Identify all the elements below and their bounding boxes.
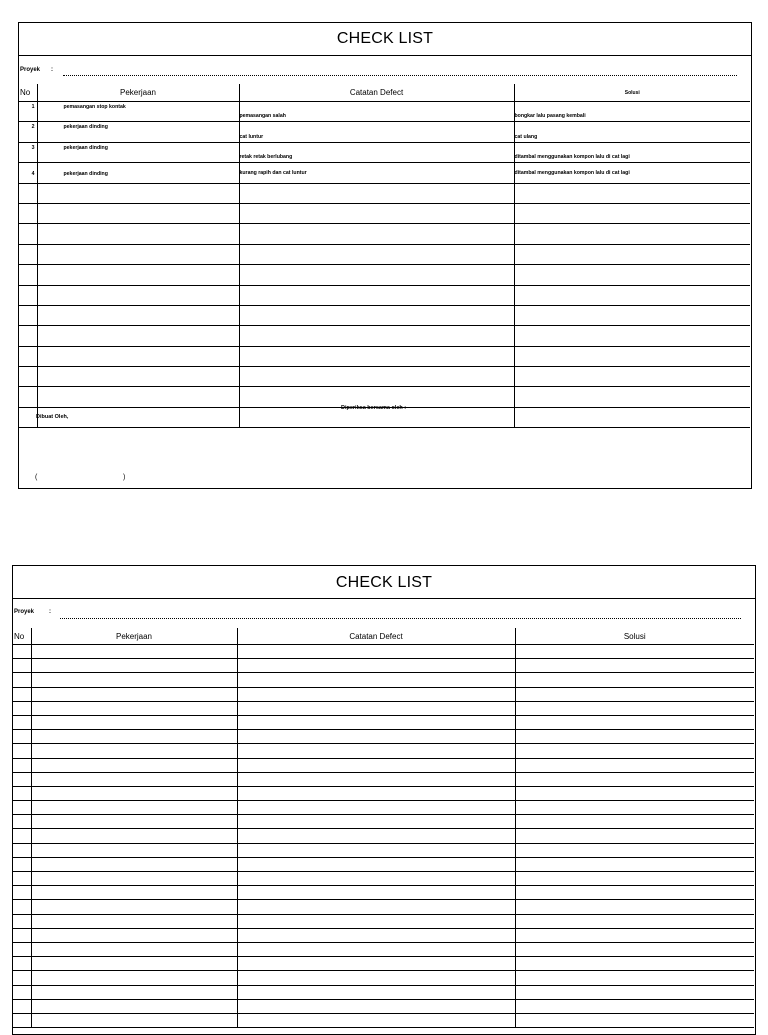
row-no <box>19 326 37 346</box>
row-catatan[interactable] <box>239 305 514 325</box>
header-pekerjaan: Pekerjaan <box>37 84 239 102</box>
table-row-empty <box>19 224 750 244</box>
row-catatan[interactable]: retak retak berlubang <box>239 142 514 162</box>
row-solusi[interactable] <box>515 985 754 999</box>
row-catatan[interactable] <box>237 715 515 729</box>
row-catatan[interactable] <box>237 772 515 786</box>
row-solusi[interactable] <box>515 971 754 985</box>
row-pekerjaan[interactable] <box>31 715 237 729</box>
row-solusi[interactable]: cat ulang <box>514 122 750 142</box>
table-row-empty <box>13 715 754 729</box>
row-no <box>13 730 31 744</box>
row-pekerjaan[interactable] <box>31 701 237 715</box>
row-pekerjaan[interactable] <box>31 843 237 857</box>
row-pekerjaan[interactable] <box>31 744 237 758</box>
row-catatan[interactable] <box>237 829 515 843</box>
row-pekerjaan[interactable] <box>37 224 239 244</box>
row-catatan[interactable] <box>237 957 515 971</box>
row-solusi[interactable] <box>515 673 754 687</box>
row-no: 2 <box>19 122 37 142</box>
row-solusi[interactable] <box>515 815 754 829</box>
row-solusi[interactable] <box>514 224 750 244</box>
row-solusi[interactable] <box>515 772 754 786</box>
header-solusi: Solusi <box>514 84 750 102</box>
row-pekerjaan[interactable] <box>37 326 239 346</box>
row-no <box>19 346 37 366</box>
row-no <box>13 715 31 729</box>
row-no <box>13 687 31 701</box>
row-no: 3 <box>19 142 37 162</box>
row-solusi[interactable] <box>514 407 750 427</box>
row-pekerjaan[interactable] <box>31 659 237 673</box>
row-pekerjaan[interactable] <box>31 985 237 999</box>
table-row-empty <box>13 1013 754 1027</box>
row-no <box>13 886 31 900</box>
row-solusi[interactable] <box>515 942 754 956</box>
row-solusi[interactable] <box>514 326 750 346</box>
row-catatan[interactable] <box>237 673 515 687</box>
row-no <box>13 872 31 886</box>
row-pekerjaan[interactable] <box>37 305 239 325</box>
row-no <box>13 829 31 843</box>
table-row-empty <box>13 886 754 900</box>
row-pekerjaan[interactable] <box>31 758 237 772</box>
table-row-empty <box>13 673 754 687</box>
row-catatan[interactable] <box>237 843 515 857</box>
row-catatan[interactable] <box>237 701 515 715</box>
row-solusi[interactable] <box>515 857 754 871</box>
row-catatan[interactable] <box>239 224 514 244</box>
proyek-label: Proyek <box>20 67 41 73</box>
defect-table <box>19 84 750 428</box>
table-row-empty <box>13 900 754 914</box>
row-pekerjaan[interactable] <box>31 786 237 800</box>
row-solusi[interactable] <box>514 367 750 387</box>
row-solusi[interactable] <box>515 957 754 971</box>
row-solusi[interactable] <box>515 730 754 744</box>
title-divider <box>13 598 755 599</box>
row-pekerjaan[interactable] <box>31 971 237 985</box>
row-solusi[interactable] <box>515 928 754 942</box>
header-no: No <box>13 628 31 645</box>
row-pekerjaan[interactable] <box>37 387 239 407</box>
row-pekerjaan[interactable] <box>37 346 239 366</box>
row-no <box>13 985 31 999</box>
table-row-empty <box>13 999 754 1013</box>
row-pekerjaan[interactable] <box>31 687 237 701</box>
title-divider <box>19 55 751 56</box>
table-row-empty <box>13 985 754 999</box>
row-pekerjaan[interactable] <box>37 367 239 387</box>
row-no <box>13 815 31 829</box>
table-row-empty <box>19 305 750 325</box>
row-catatan[interactable]: pemasangan salah <box>239 102 514 122</box>
checklist-sheet-filled <box>18 22 752 489</box>
table-row <box>19 102 750 122</box>
table-row-empty <box>13 744 754 758</box>
signature-paren-close: ) <box>123 474 126 481</box>
row-no <box>19 203 37 223</box>
header-catatan-defect: Catatan Defect <box>237 628 515 645</box>
table-row-empty <box>19 265 750 285</box>
row-solusi[interactable] <box>515 1013 754 1027</box>
table-row-empty <box>13 701 754 715</box>
proyek-colon: : <box>49 609 51 615</box>
row-no <box>13 999 31 1013</box>
table-row-empty <box>13 942 754 956</box>
row-solusi[interactable] <box>515 701 754 715</box>
header-pekerjaan: Pekerjaan <box>31 628 237 645</box>
row-catatan[interactable]: cat luntur <box>239 122 514 142</box>
table-row-empty <box>13 843 754 857</box>
row-catatan[interactable] <box>239 203 514 223</box>
row-no <box>19 367 37 387</box>
row-no <box>19 265 37 285</box>
row-pekerjaan[interactable] <box>31 772 237 786</box>
table-row-empty <box>13 971 754 985</box>
row-catatan[interactable] <box>237 985 515 999</box>
row-solusi[interactable] <box>514 244 750 264</box>
row-no <box>13 772 31 786</box>
sheet-title: CHECK LIST <box>336 30 434 47</box>
row-catatan[interactable] <box>239 367 514 387</box>
header-no: No <box>19 84 37 102</box>
table-row-empty <box>13 758 754 772</box>
dibuat-oleh-label: Dibuat Oleh, <box>36 414 69 420</box>
row-catatan[interactable] <box>237 659 515 673</box>
row-solusi[interactable] <box>515 715 754 729</box>
row-catatan[interactable] <box>237 744 515 758</box>
table-row-empty <box>13 659 754 673</box>
table-row-empty <box>19 183 750 203</box>
table-row-empty <box>13 872 754 886</box>
row-no <box>19 244 37 264</box>
row-no: 1 <box>19 102 37 122</box>
table-row-empty <box>13 957 754 971</box>
table-row-empty <box>13 772 754 786</box>
row-no <box>19 305 37 325</box>
row-catatan[interactable] <box>239 346 514 366</box>
table-row-empty <box>19 326 750 346</box>
table-row-empty <box>19 285 750 305</box>
row-no <box>13 758 31 772</box>
row-catatan[interactable] <box>239 183 514 203</box>
table-row <box>19 163 750 183</box>
row-no <box>19 285 37 305</box>
row-solusi[interactable] <box>514 387 750 407</box>
row-catatan[interactable] <box>237 786 515 800</box>
row-solusi[interactable] <box>515 900 754 914</box>
row-solusi[interactable] <box>515 786 754 800</box>
row-no <box>13 957 31 971</box>
row-solusi[interactable] <box>514 346 750 366</box>
table-header-row <box>13 628 754 645</box>
table-row-empty <box>19 367 750 387</box>
table-header-row <box>19 84 750 102</box>
row-pekerjaan[interactable] <box>37 285 239 305</box>
row-no <box>13 971 31 985</box>
table-row-empty <box>13 928 754 942</box>
table-row-empty <box>19 244 750 264</box>
table-row-empty <box>13 857 754 871</box>
row-catatan[interactable] <box>237 928 515 942</box>
row-catatan[interactable] <box>237 1013 515 1027</box>
table-row-empty <box>13 687 754 701</box>
row-no <box>19 183 37 203</box>
checklist-sheet-blank <box>12 565 756 1035</box>
proyek-input-line[interactable] <box>63 75 737 76</box>
row-solusi[interactable]: ditambal menggunakan kompon lalu di cat lagi <box>514 142 750 162</box>
table-row-empty <box>13 914 754 928</box>
row-solusi[interactable] <box>514 305 750 325</box>
row-pekerjaan[interactable] <box>37 244 239 264</box>
row-no <box>19 224 37 244</box>
row-pekerjaan[interactable] <box>31 857 237 871</box>
row-no <box>13 914 31 928</box>
row-catatan[interactable] <box>237 886 515 900</box>
diperiksa-label: Diperiksa bersama oleh : <box>341 405 407 411</box>
row-solusi[interactable] <box>515 758 754 772</box>
row-pekerjaan[interactable] <box>31 900 237 914</box>
table-row-empty <box>13 786 754 800</box>
row-solusi[interactable] <box>514 265 750 285</box>
row-no <box>13 701 31 715</box>
row-pekerjaan[interactable] <box>31 730 237 744</box>
row-pekerjaan[interactable] <box>37 265 239 285</box>
row-solusi[interactable] <box>515 744 754 758</box>
row-no <box>13 801 31 815</box>
row-catatan[interactable] <box>237 687 515 701</box>
row-solusi[interactable] <box>515 872 754 886</box>
row-catatan[interactable] <box>237 872 515 886</box>
row-catatan[interactable] <box>239 285 514 305</box>
row-catatan[interactable] <box>239 265 514 285</box>
proyek-label: Proyek <box>14 609 35 615</box>
row-pekerjaan[interactable] <box>31 914 237 928</box>
row-pekerjaan[interactable] <box>31 999 237 1013</box>
row-pekerjaan[interactable] <box>31 801 237 815</box>
row-no: 4 <box>19 163 37 183</box>
row-catatan[interactable] <box>237 758 515 772</box>
row-catatan[interactable] <box>237 801 515 815</box>
table-row-empty <box>19 346 750 366</box>
row-pekerjaan[interactable]: pekerjaan dinding <box>37 122 239 142</box>
row-catatan[interactable] <box>237 645 515 659</box>
row-pekerjaan[interactable] <box>31 673 237 687</box>
row-solusi[interactable] <box>515 999 754 1013</box>
row-solusi[interactable] <box>515 886 754 900</box>
row-pekerjaan[interactable] <box>31 645 237 659</box>
table-row-empty <box>13 645 754 659</box>
row-no <box>13 843 31 857</box>
row-pekerjaan[interactable] <box>37 183 239 203</box>
row-no <box>13 900 31 914</box>
row-solusi[interactable] <box>515 843 754 857</box>
row-no <box>13 942 31 956</box>
table-row-empty <box>13 829 754 843</box>
row-pekerjaan[interactable] <box>31 872 237 886</box>
row-no <box>19 387 37 407</box>
row-catatan[interactable] <box>237 914 515 928</box>
row-catatan[interactable] <box>237 999 515 1013</box>
row-solusi[interactable] <box>515 914 754 928</box>
row-pekerjaan[interactable] <box>31 815 237 829</box>
row-pekerjaan[interactable]: pekerjaan dinding <box>37 163 239 183</box>
row-catatan[interactable] <box>237 857 515 871</box>
row-pekerjaan[interactable] <box>37 203 239 223</box>
row-no <box>13 659 31 673</box>
row-pekerjaan[interactable] <box>31 886 237 900</box>
row-catatan[interactable] <box>237 730 515 744</box>
row-catatan[interactable] <box>237 971 515 985</box>
table-row-empty <box>13 801 754 815</box>
row-pekerjaan[interactable]: pekerjaan dinding <box>37 142 239 162</box>
row-solusi[interactable] <box>514 183 750 203</box>
table-row <box>19 142 750 162</box>
row-catatan[interactable] <box>237 942 515 956</box>
row-solusi[interactable]: bongkar lalu pasang kembali <box>514 102 750 122</box>
table-row-empty <box>19 203 750 223</box>
row-pekerjaan[interactable] <box>31 1013 237 1027</box>
row-pekerjaan[interactable]: pemasangan stop kontak <box>37 102 239 122</box>
row-no <box>19 407 37 427</box>
header-catatan-defect: Catatan Defect <box>239 84 514 102</box>
proyek-colon: : <box>51 67 53 73</box>
row-solusi[interactable] <box>514 285 750 305</box>
sheet-title: CHECK LIST <box>335 574 433 591</box>
row-pekerjaan[interactable] <box>31 957 237 971</box>
proyek-input-line[interactable] <box>60 618 741 619</box>
defect-table <box>13 628 754 1028</box>
header-solusi: Solusi <box>515 628 754 645</box>
table-row-empty <box>13 730 754 744</box>
row-no <box>13 673 31 687</box>
row-no <box>13 928 31 942</box>
row-pekerjaan[interactable] <box>31 829 237 843</box>
table-row <box>19 122 750 142</box>
row-no <box>13 744 31 758</box>
row-catatan[interactable]: kurang rapih dan cat luntur <box>239 163 514 183</box>
row-solusi[interactable] <box>515 659 754 673</box>
row-no <box>13 786 31 800</box>
row-catatan[interactable] <box>239 326 514 346</box>
row-no <box>13 1013 31 1027</box>
row-pekerjaan[interactable] <box>31 928 237 942</box>
row-solusi[interactable] <box>515 687 754 701</box>
row-no <box>13 645 31 659</box>
row-pekerjaan[interactable] <box>31 942 237 956</box>
row-solusi[interactable] <box>515 829 754 843</box>
row-catatan[interactable] <box>239 244 514 264</box>
row-solusi[interactable] <box>514 203 750 223</box>
table-row-empty <box>13 815 754 829</box>
signature-paren-open: ( <box>35 474 38 481</box>
row-catatan[interactable] <box>237 900 515 914</box>
row-solusi[interactable]: ditambal menggunakan kompon lalu di cat lagi <box>514 163 750 183</box>
row-no <box>13 857 31 871</box>
row-catatan[interactable] <box>237 815 515 829</box>
row-solusi[interactable] <box>515 801 754 815</box>
row-solusi[interactable] <box>515 645 754 659</box>
